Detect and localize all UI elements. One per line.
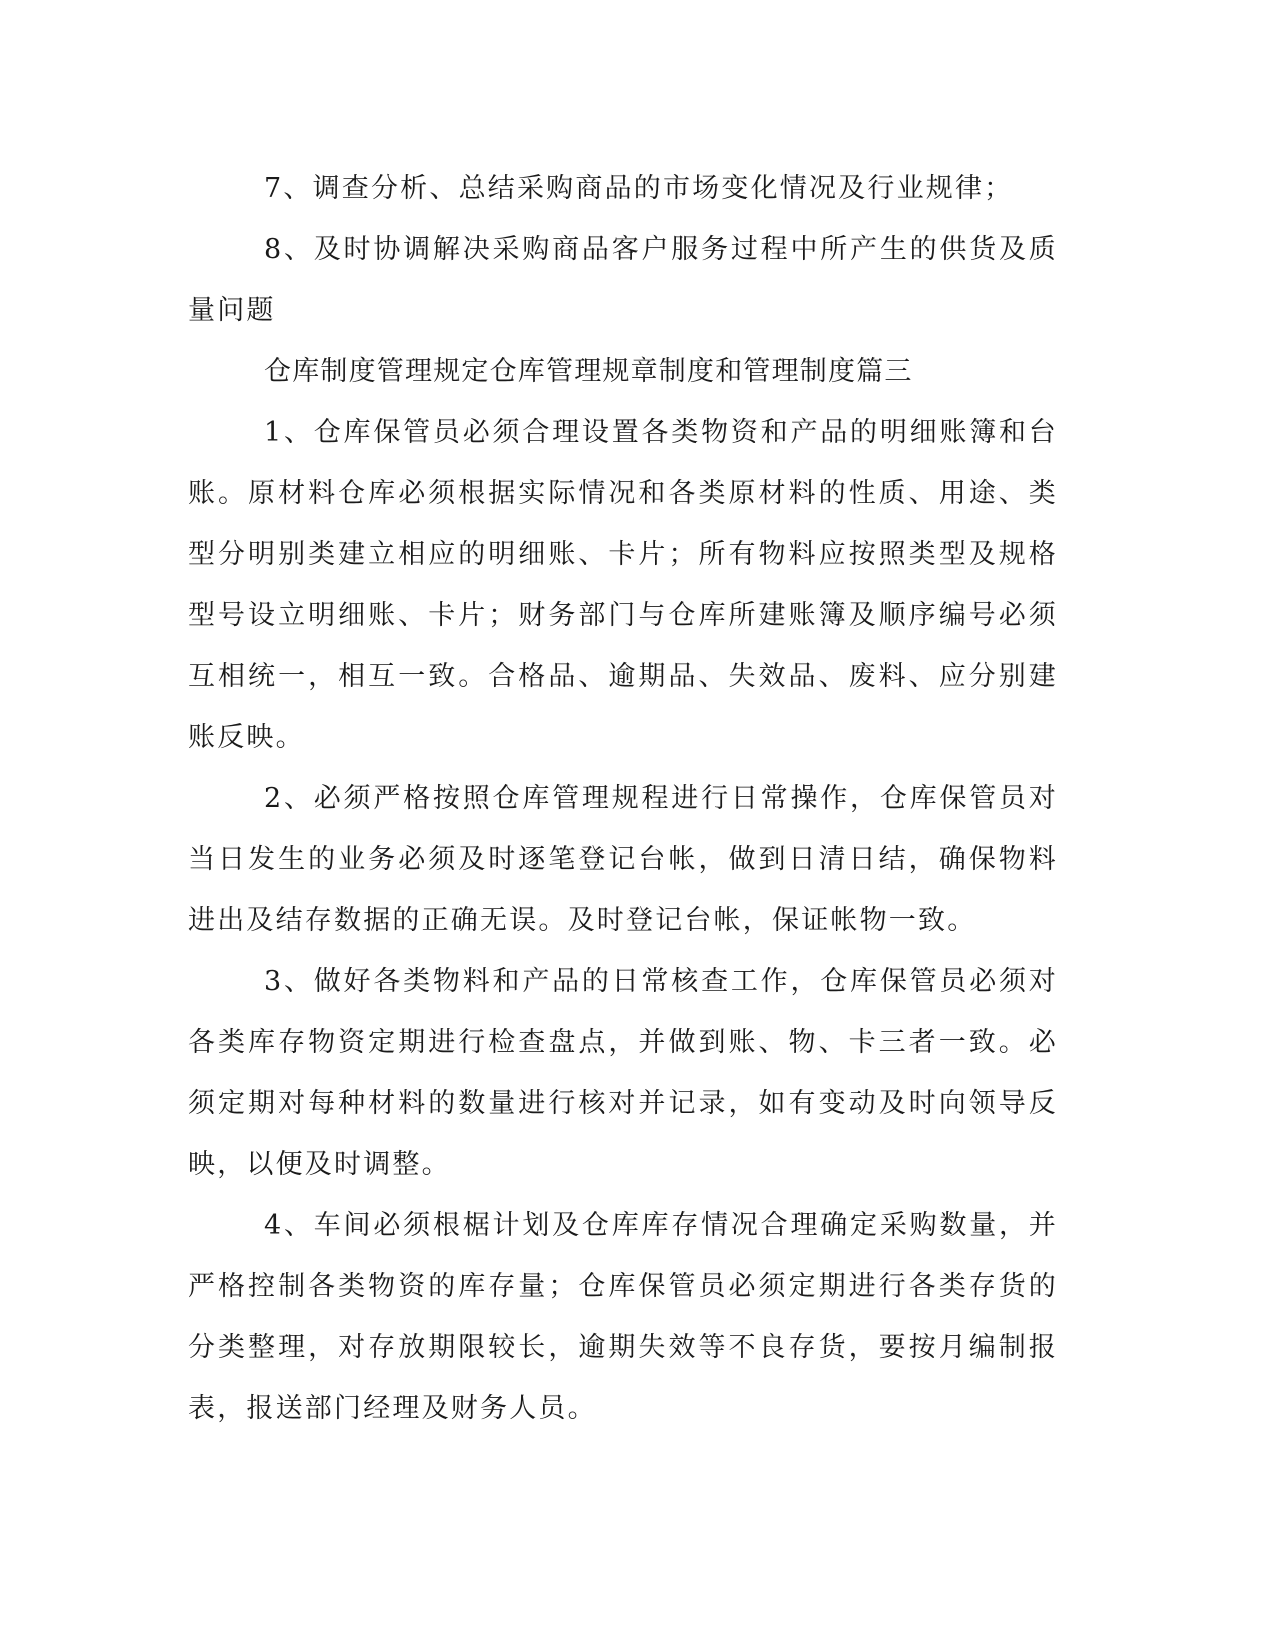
paragraph-item-8: 8、及时协调解决采购商品客户服务过程中所产生的供货及质量问题 bbox=[188, 234, 1058, 326]
paragraph-rule-2: 2、必须严格按照仓库管理规程进行日常操作，仓库保管员对当日发生的业务必须及时逐笔登记台帐，做到日清日结，确保物料进出及结存数据的正确无误。及时登记台帐，保证帐物一致。 bbox=[188, 783, 1058, 936]
paragraph-rule-4: 4、车间必须根椐计划及仓库库存情况合理确定采购数量，并严格控制各类物资的库存量；仓库保管员必须定期进行各类存货的分类整理，对存放期限较长，逾期失效等不良存货，要按月编制报表，报送部门经理及财务人员。 bbox=[188, 1210, 1058, 1424]
paragraph-rule-1: 1、仓库保管员必须合理设置各类物资和产品的明细账簿和台账。原材料仓库必须根据实际情况和各类原材料的性质、用途、类型分明别类建立相应的明细账、卡片；所有物料应按照类型及规格型号设立明细账、卡片；财务部门与仓库所建账簿及顺序编号必须互相统一，相互一致。合格品、逾期品、失效品、废料、应分别建账反映。 bbox=[188, 417, 1058, 753]
document-body bbox=[188, 158, 1058, 1439]
paragraph-rule-3: 3、做好各类物料和产品的日常核查工作，仓库保管员必须对各类库存物资定期进行检查盘点，并做到账、物、卡三者一致。必须定期对每种材料的数量进行核对并记录，如有变动及时向领导反映，以便及时调整。 bbox=[188, 966, 1058, 1180]
section-title: 仓库制度管理规定仓库管理规章制度和管理制度篇三 bbox=[264, 356, 913, 387]
paragraph-item-7: 7、调查分析、总结采购商品的市场变化情况及行业规律； bbox=[264, 173, 1014, 204]
